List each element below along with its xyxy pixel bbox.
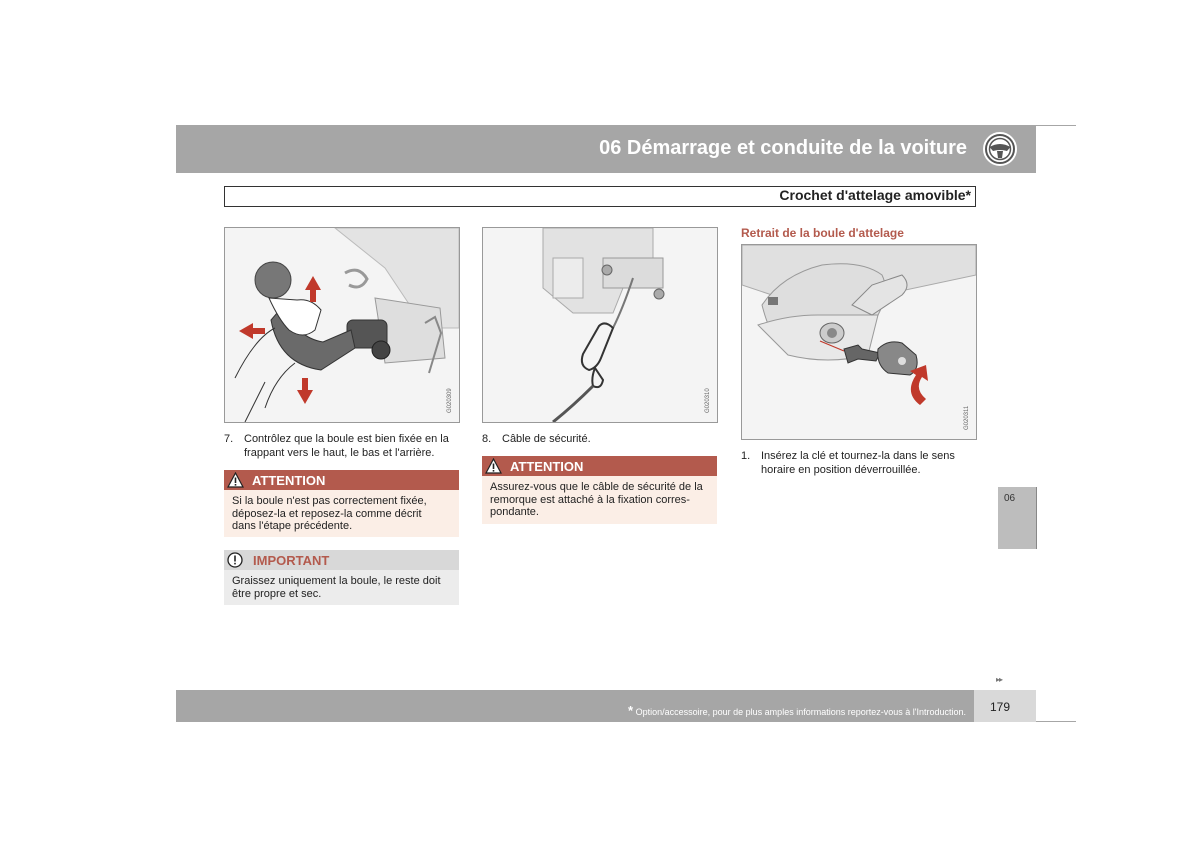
- figure-code: G020310: [705, 388, 711, 413]
- important-header: [224, 550, 459, 570]
- attention-text-line: déposez-la et reposez-la comme décrit: [232, 507, 422, 520]
- step-1: [741, 449, 981, 479]
- chapter-side-tab: [998, 487, 1036, 549]
- safety-cable-illustration: [483, 228, 717, 422]
- attention-title: ATTENTION: [510, 459, 584, 474]
- section-title: Crochet d'attelage amovible*: [779, 187, 971, 203]
- figure-code: G020309: [447, 388, 453, 413]
- figure-key-unlock: [741, 244, 977, 440]
- step-text-line: frappant vers le haut, le bas et l'arrière.: [244, 447, 435, 459]
- attention-text-line: dans l'étape précédente.: [232, 520, 353, 532]
- page-number: 179: [990, 700, 1011, 714]
- figure-safety-cable: [482, 227, 718, 423]
- warning-triangle-icon: [227, 472, 244, 488]
- attention-text-line: Assurez-vous que le câble de sécurité de la: [490, 481, 703, 493]
- step-text-line: Insérez la clé et tournez-la dans le sens: [761, 450, 955, 462]
- attention-header: [224, 470, 459, 490]
- attention-text-line: pondante.: [490, 506, 539, 518]
- subheading: Retrait de la boule d'attelage: [741, 226, 904, 240]
- figure-code: G020311: [964, 405, 970, 430]
- attention-body: [224, 490, 459, 537]
- attention-text-line: remorque est attaché à la fixation corres-: [490, 493, 690, 506]
- important-title: IMPORTANT: [253, 553, 330, 568]
- warning-triangle-icon: [485, 458, 502, 474]
- step-text-line: horaire en position déverrouillée.: [761, 464, 921, 476]
- attention-header: [482, 456, 717, 476]
- footer-rule: [1036, 721, 1076, 722]
- footnote-text: Option/accessoire, pour de plus amples informations reportez-vous à l'Introduction.: [635, 707, 966, 717]
- attention-box: [482, 456, 717, 524]
- chapter-tab-label: 06: [1004, 493, 1016, 504]
- step-8: [482, 432, 722, 448]
- next-page-indicator: ▸▸: [996, 675, 1003, 684]
- attention-body: [482, 476, 717, 524]
- step-number: 8.: [482, 433, 492, 445]
- key-unlock-illustration: [742, 245, 976, 439]
- step-text-line: Contrôlez que la boule est bien fixée en la: [244, 433, 449, 445]
- chapter-title: 06 Démarrage et conduite de la voiture: [599, 137, 967, 159]
- step-text-line: Câble de sécurité.: [502, 433, 591, 445]
- side-tab-rule: [1036, 487, 1037, 549]
- step-number: 7.: [224, 433, 234, 445]
- footnote: [628, 703, 966, 718]
- ball-check-illustration: [225, 228, 459, 422]
- important-text-line: Graissez uniquement la boule, le reste doit: [232, 575, 441, 587]
- important-box: [224, 550, 459, 605]
- step-7: [224, 432, 464, 462]
- exclamation-circle-icon: [227, 552, 243, 568]
- header-rule: [1036, 125, 1076, 126]
- attention-text-line: Si la boule n'est pas correctement fixée,: [232, 495, 427, 507]
- figure-ball-check: [224, 227, 460, 423]
- steering-wheel-icon: [981, 130, 1019, 168]
- important-text-line: être propre et sec.: [232, 587, 322, 600]
- step-number: 1.: [741, 450, 751, 462]
- attention-box: [224, 470, 459, 537]
- footnote-star: *: [628, 703, 634, 718]
- important-body: [224, 570, 459, 605]
- attention-title: ATTENTION: [252, 473, 326, 488]
